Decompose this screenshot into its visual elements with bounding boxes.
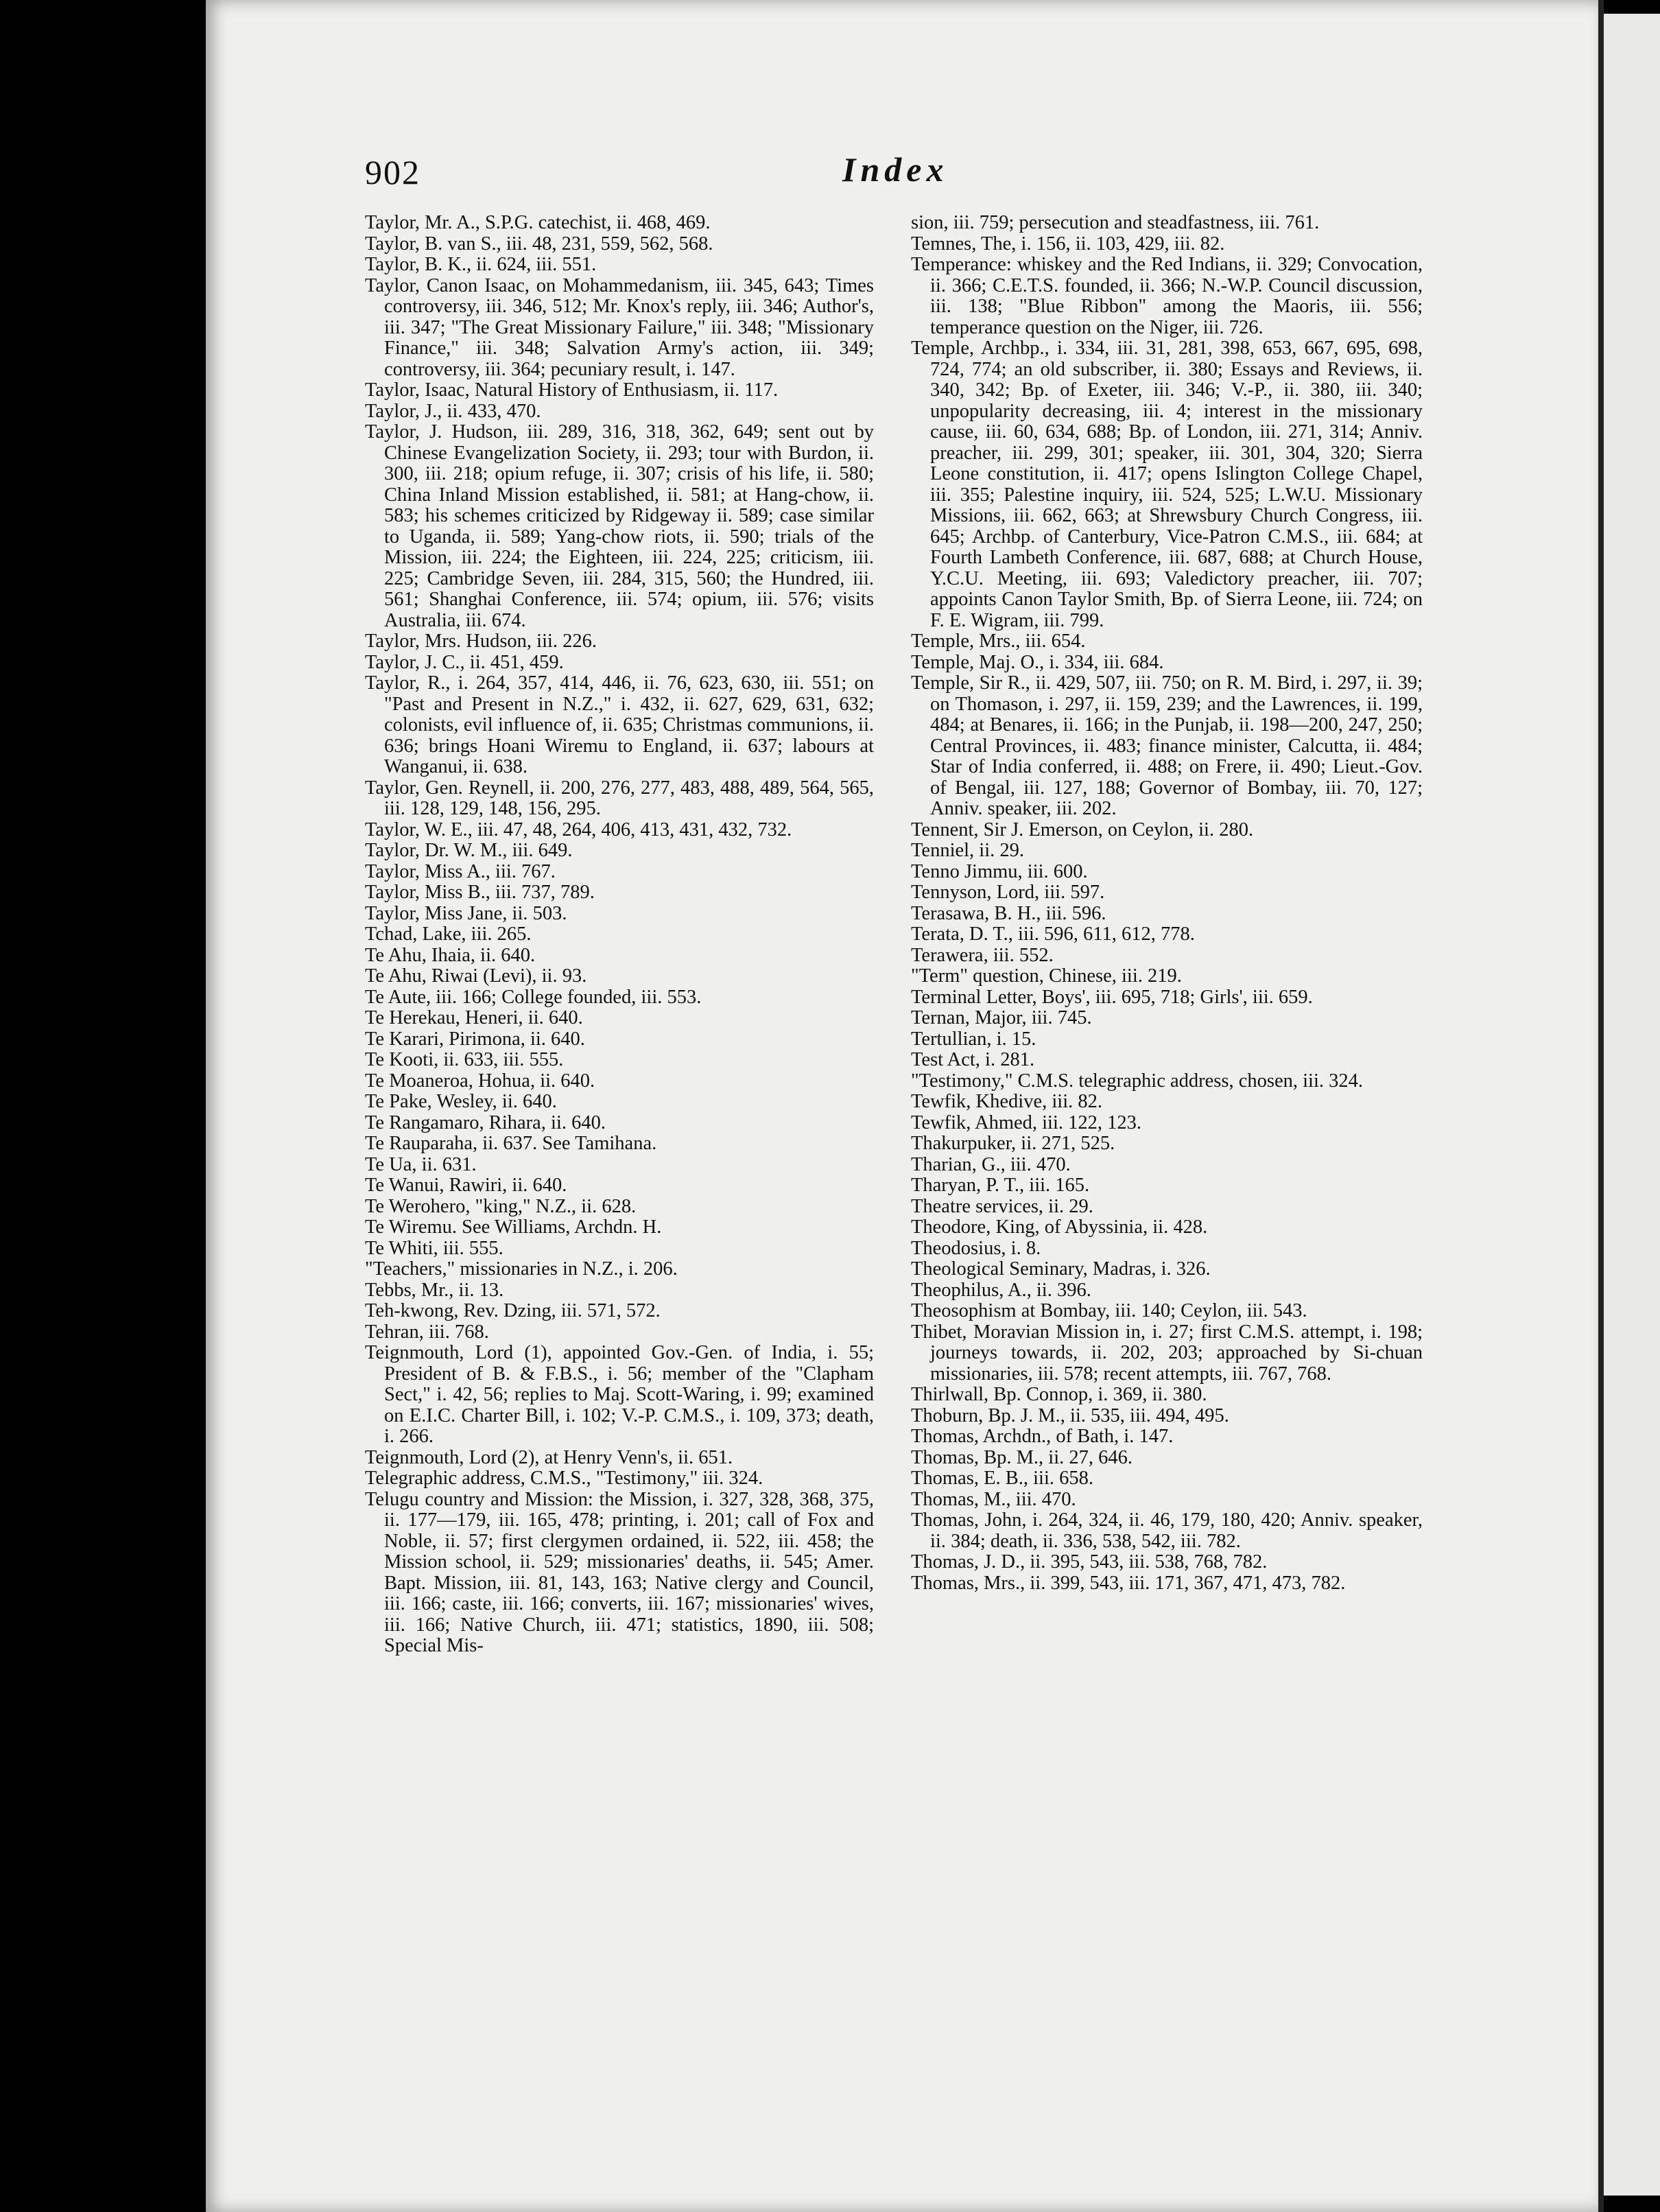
index-entry: Temple, Sir R., ii. 429, 507, iii. 750; on R. M. Bird, i. 297, ii. 39; on Thomason, i. 297, ii. 159, 239; and the Lawrences, ii. 199, 484; at Benares, ii. 166; in the Punjab, ii. 198—200, 247, 250; Central Provinces, ii. 483; finance minister, Calcutta, ii. 484; Star of India conferred, ii. 488; on Frere, ii. 490; Lieut.-Gov. of Bengal, iii. 127, 188; Governor of Bombay, iii. 70, 127; Anniv. speaker, iii. 202. xyxy=(911,672,1423,819)
index-entry: Thomas, E. B., iii. 658. xyxy=(911,1468,1093,1489)
index-entry: Tewfik, Ahmed, iii. 122, 123. xyxy=(911,1111,1142,1133)
index-entry: Taylor, Isaac, Natural History of Enthusiasm, ii. 117. xyxy=(365,379,779,401)
index-entry: Taylor, Dr. W. M., iii. 649. xyxy=(365,840,573,861)
index-entry: Taylor, Miss B., iii. 737, 789. xyxy=(365,882,595,903)
page-number: 902 xyxy=(365,153,420,191)
index-entry: Te Werohero, "king," N.Z., ii. 628. xyxy=(365,1195,637,1217)
index-entry: Te Ua, ii. 631. xyxy=(365,1153,477,1175)
index-entry: Tharyan, P. T., iii. 165. xyxy=(911,1175,1090,1196)
index-column-left xyxy=(365,213,874,1657)
index-entry: Te Herekau, Heneri, ii. 640. xyxy=(365,1007,583,1028)
index-entry: sion, iii. 759; persecution and steadfastness, iii. 761. xyxy=(911,212,1320,233)
index-entry: Thomas, M., iii. 470. xyxy=(911,1488,1076,1510)
index-entry: "Testimony," C.M.S. telegraphic address, chosen, iii. 324. xyxy=(911,1070,1363,1092)
index-entry: Taylor, B. van S., iii. 48, 231, 559, 562, 568. xyxy=(365,233,713,255)
index-entry: Telegraphic address, C.M.S., "Testimony," iii. 324. xyxy=(365,1468,763,1489)
index-entry: Theodore, King, of Abyssinia, ii. 428. xyxy=(911,1216,1208,1238)
index-entry: Taylor, Canon Isaac, on Mohammedanism, iii. 345, 643; Times controversy, iii. 346, 512; Mr. Knox's reply, iii. 346; Author's, iii. 347; "The Great Missionary Failure," iii. 348; "Missionary Finance," iii. 348; Salvation Army's action, iii. 349; controversy, iii. 364; pecuniary result, i. 147. xyxy=(365,274,874,380)
index-entry: Temple, Maj. O., i. 334, iii. 684. xyxy=(911,651,1164,673)
index-entry: Taylor, W. E., iii. 47, 48, 264, 406, 413, 431, 432, 732. xyxy=(365,819,792,840)
index-entry: Thibet, Moravian Mission in, i. 27; first C.M.S. attempt, i. 198; journeys towards, ii. 202, 203; approached by Si-chuan missionaries, iii. 578; recent attempts, iii. 767, 768. xyxy=(911,1321,1423,1385)
index-column-right xyxy=(911,213,1423,1594)
index-entry: Telugu country and Mission: the Mission, i. 327, 328, 368, 375, ii. 177—179, iii. 165, 478; printing, i. 201; call of Fox and Noble, ii. 57; first clergymen ordained, ii. 522, iii. 458; the Mission school, ii. 529; missionaries' deaths, ii. 545; Amer. Bapt. Mission, iii. 81, 143, 163; Native clergy and Council, iii. 166; caste, iii. 166; converts, iii. 167; missionaries' wives, iii. 166; Native Church, iii. 471; statistics, 1890, iii. 508; Special Mis- xyxy=(365,1488,874,1656)
index-entry: Terata, D. T., iii. 596, 611, 612, 778. xyxy=(911,923,1195,945)
index-entry: "Teachers," missionaries in N.Z., i. 206. xyxy=(365,1258,678,1280)
index-entry: Taylor, J., ii. 433, 470. xyxy=(365,400,541,422)
index-entry: Temple, Mrs., iii. 654. xyxy=(911,631,1086,652)
index-entry: Taylor, Gen. Reynell, ii. 200, 276, 277, 483, 488, 489, 564, 565, iii. 128, 129, 148, 156, 295. xyxy=(365,777,874,819)
index-entry: Theatre services, ii. 29. xyxy=(911,1195,1093,1217)
index-entry: Temple, Archbp., i. 334, iii. 31, 281, 398, 653, 667, 695, 698, 724, 774; an old subscriber, ii. 380; Essays and Reviews, ii. 340, 342; Bp. of Exeter, iii. 346; V.-P., ii. 380, iii. 340; unpopularity decreasing, iii. 4; interest in the missionary cause, iii. 60, 634, 688; Bp. of London, iii. 271, 314; Anniv. preacher, iii. 299, 301; speaker, iii. 301, 304, 320; Sierra Leone constitution, ii. 417; opens Islington College Chapel, iii. 355; Palestine inquiry, iii. 524, 525; L.W.U. Missionary Missions, iii. 662, 663; at Shrewsbury Church Congress, iii. 645; Archbp. of Canterbury, Vice-Patron C.M.S., iii. 684; at Fourth Lambeth Conference, iii. 687, 688; at Church House, Y.C.U. Meeting, iii. 693; Valedictory preacher, iii. 707; appoints Canon Taylor Smith, Bp. of Sierra Leone, iii. 724; on F. E. Wigram, iii. 799. xyxy=(911,338,1423,631)
index-entry: Te Ahu, Ihaia, ii. 640. xyxy=(365,944,536,966)
index-entry: Te Rangamaro, Rihara, ii. 640. xyxy=(365,1111,606,1133)
index-entry: Temperance: whiskey and the Red Indians, ii. 329; Convocation, ii. 366; C.E.T.S. founded, ii. 366; N.-W.P. Council discussion, iii. 138; "Blue Ribbon" among the Maoris, iii. 556; temperance question on the Niger, iii. 726. xyxy=(911,254,1423,338)
index-entry: Te Karari, Pirimona, ii. 640. xyxy=(365,1028,585,1050)
index-entry: Te Kooti, ii. 633, iii. 555. xyxy=(365,1049,564,1070)
index-entry: Thirlwall, Bp. Connop, i. 369, ii. 380. xyxy=(911,1384,1207,1405)
index-entry: Tewfik, Khedive, iii. 82. xyxy=(911,1091,1102,1112)
index-entry: Temnes, The, i. 156, ii. 103, 429, iii. 82. xyxy=(911,233,1225,255)
index-entry: Tebbs, Mr., ii. 13. xyxy=(365,1279,504,1301)
index-entry: Taylor, J. Hudson, iii. 289, 316, 318, 362, 649; sent out by Chinese Evangelization Society, ii. 293; tour with Burdon, ii. 300, iii. 218; opium refuge, ii. 307; crisis of his life, ii. 580; China Inland Mission established, ii. 581; at Hang-chow, ii. 583; his schemes criticized by Ridgeway ii. 589; case similar to Uganda, ii. 589; Yang-chow riots, ii. 590; trials of the Mission, iii. 224; the Eighteen, iii. 224, 225; criticism, iii. 225; Cambridge Seven, iii. 284, 315, 560; the Hundred, iii. 561; Shanghai Conference, iii. 574; opium, iii. 576; visits Australia, iii. 674. xyxy=(365,421,874,631)
index-entry: Theophilus, A., ii. 396. xyxy=(911,1279,1091,1301)
index-entry: Teh-kwong, Rev. Dzing, iii. 571, 572. xyxy=(365,1300,661,1321)
index-entry: Te Rauparaha, ii. 637. See Tamihana. xyxy=(365,1133,657,1154)
index-entry: Thoburn, Bp. J. M., ii. 535, iii. 494, 495. xyxy=(911,1404,1229,1426)
index-entry: Teignmouth, Lord (1), appointed Gov.-Gen. of India, i. 55; President of B. & F.B.S., i. 56; member of the "Clapham Sect," i. 42, 56; replies to Maj. Scott-Waring, i. 99; examined on E.I.C. Charter Bill, i. 102; V.-P. C.M.S., i. 109, 373; death, i. 266. xyxy=(365,1342,874,1447)
next-page-edge xyxy=(1604,14,1660,2196)
index-entry: Tennyson, Lord, iii. 597. xyxy=(911,882,1105,903)
index-entry: Thomas, Bp. M., ii. 27, 646. xyxy=(911,1446,1133,1468)
index-entry: Teignmouth, Lord (2), at Henry Venn's, ii. 651. xyxy=(365,1446,733,1468)
index-entry: Thomas, Archdn., of Bath, i. 147. xyxy=(911,1426,1174,1447)
index-entry: Te Pake, Wesley, ii. 640. xyxy=(365,1091,557,1112)
index-entry: Tennent, Sir J. Emerson, on Ceylon, ii. 280. xyxy=(911,819,1254,840)
index-entry: Theological Seminary, Madras, i. 326. xyxy=(911,1258,1211,1280)
index-entry: Theodosius, i. 8. xyxy=(911,1237,1041,1259)
index-entry: Theosophism at Bombay, iii. 140; Ceylon, iii. 543. xyxy=(911,1300,1307,1321)
index-entry: Taylor, Miss Jane, ii. 503. xyxy=(365,902,567,924)
index-entry: Tenniel, ii. 29. xyxy=(911,840,1025,861)
running-head: Index xyxy=(842,150,949,189)
index-entry: Taylor, Mr. A., S.P.G. catechist, ii. 468, 469. xyxy=(365,212,711,233)
index-entry: Te Moaneroa, Hohua, ii. 640. xyxy=(365,1070,595,1092)
index-entry: Tchad, Lake, iii. 265. xyxy=(365,923,532,945)
index-entry: Taylor, B. K., ii. 624, iii. 551. xyxy=(365,254,597,275)
index-entry: Ternan, Major, iii. 745. xyxy=(911,1007,1092,1028)
index-entry: Taylor, Miss A., iii. 767. xyxy=(365,860,556,882)
index-entry: Tharian, G., iii. 470. xyxy=(911,1153,1071,1175)
index-entry: Te Ahu, Riwai (Levi), ii. 93. xyxy=(365,965,587,987)
index-entry: Terminal Letter, Boys', iii. 695, 718; Girls', iii. 659. xyxy=(911,986,1313,1008)
index-entry: Taylor, Mrs. Hudson, iii. 226. xyxy=(365,631,597,652)
index-entry: Tertullian, i. 15. xyxy=(911,1028,1036,1050)
index-entry: "Term" question, Chinese, iii. 219. xyxy=(911,965,1182,987)
index-entry: Thomas, Mrs., ii. 399, 543, iii. 171, 367, 471, 473, 782. xyxy=(911,1572,1346,1594)
index-entry: Test Act, i. 281. xyxy=(911,1049,1035,1070)
index-entry: Thomas, J. D., ii. 395, 543, iii. 538, 768, 782. xyxy=(911,1551,1268,1573)
index-entry: Te Wanui, Rawiri, ii. 640. xyxy=(365,1175,567,1196)
index-entry: Thomas, John, i. 264, 324, ii. 46, 179, 180, 420; Anniv. speaker, ii. 384; death, ii. 336, 538, 542, iii. 782. xyxy=(911,1509,1423,1552)
index-entry: Tehran, iii. 768. xyxy=(365,1321,489,1343)
index-entry: Te Whiti, iii. 555. xyxy=(365,1237,503,1259)
index-entry: Terasawa, B. H., iii. 596. xyxy=(911,902,1106,924)
page-gutter xyxy=(1598,0,1604,2212)
index-entry: Te Wiremu. See Williams, Archdn. H. xyxy=(365,1216,662,1238)
index-entry: Taylor, R., i. 264, 357, 414, 446, ii. 76, 623, 630, iii. 551; on "Past and Present in N.Z.," i. 432, ii. 627, 629, 631, 632; colonists, evil influence of, ii. 635; Christmas communions, ii. 636; brings Hoani Wiremu to England, ii. 637; labours at Wanganui, ii. 638. xyxy=(365,672,874,777)
index-entry: Taylor, J. C., ii. 451, 459. xyxy=(365,651,564,673)
index-entry: Te Aute, iii. 166; College founded, iii. 553. xyxy=(365,986,702,1008)
index-entry: Terawera, iii. 552. xyxy=(911,944,1054,966)
index-entry: Tenno Jimmu, iii. 600. xyxy=(911,860,1088,882)
index-entry: Thakurpuker, ii. 271, 525. xyxy=(911,1133,1115,1154)
